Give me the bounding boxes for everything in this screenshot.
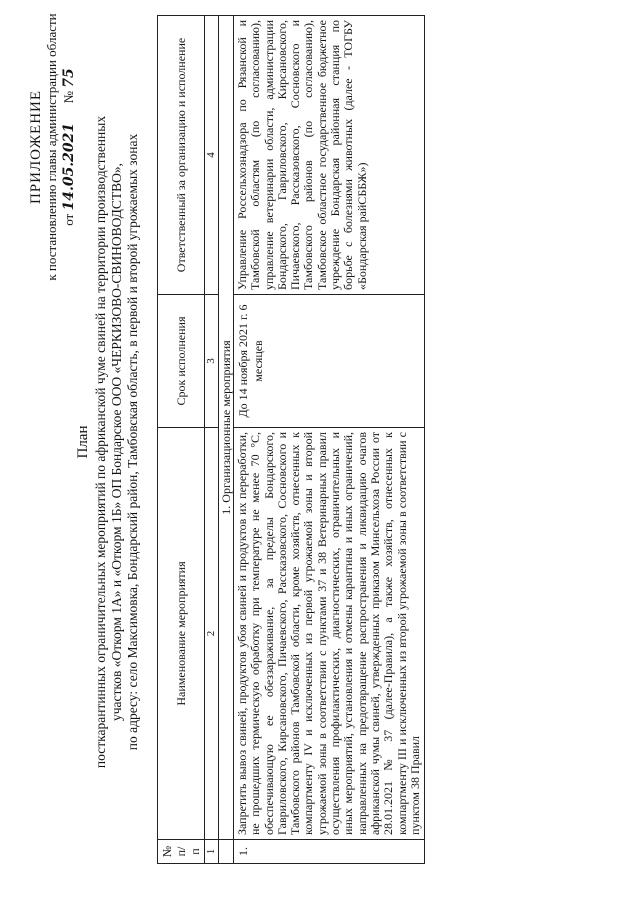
plan-subtitle-line-3: по адресу: село Максимовка, Бондарский район, Тамбовская область, в первой и второй угрожаемых зонах bbox=[125, 133, 140, 751]
section-title: 1. Организационные мероприятия bbox=[219, 16, 234, 840]
measure-name: Запретить вывоз свиней, продуктов убоя свиней и продуктов их переработки, не прошедших термическую обработку при температуре не менее 70 °С, обеспечивающую ее обеззараживание, за пределы Бондарского, Гавриловского, Кирсановского, Пичаевского, Рассказовского, Сосновского и Тамбовского районов Тамбовской области, кроме хозяйств, отнесенных к компартменту IV и исключенных из первой угрожаемой зоны и второй угрожаемой зоны в соответствии с пунктами 37 и 38 Ветеринарных правил осуществления профилактических, диагностических, ограничительных и иных мероприятий, установления и отмены карантина и иных ограничений, направленных на предотвращение распространения и ликвидацию очагов африканской чумы свиней, утвержденных приказом Минсельхоза России от 28.01.2021 № 37 (далее-Правила), а также хозяйств, отнесенных к компартменту III и исключенных из второй угрожаемой зоны в соответствии с пунктом 38 Правил bbox=[234, 428, 425, 840]
section-row bbox=[219, 16, 234, 864]
document-page bbox=[20, 12, 620, 892]
header-no: № п/п bbox=[158, 840, 205, 864]
column-number: 2 bbox=[205, 428, 219, 840]
measure-term: До 14 ноября 2021 г. 6 месяцев bbox=[234, 295, 425, 428]
measures-table bbox=[157, 15, 425, 864]
appendix-line: к постановлению главы администрации области bbox=[44, 13, 59, 281]
column-number: 1 bbox=[205, 840, 219, 864]
row-number: 1. bbox=[234, 840, 425, 864]
table-header-row bbox=[158, 16, 205, 864]
header-responsible: Ответственный за организацию и исполнение bbox=[158, 16, 205, 295]
column-number-row bbox=[205, 16, 219, 864]
plan-title: План bbox=[75, 425, 91, 459]
column-number: 4 bbox=[205, 16, 219, 295]
plan-subtitle-line-1: посткарантинных ограничительных мероприятий по африканской чуме свиней на территории производственных bbox=[93, 115, 108, 769]
header-term: Срок исполнения bbox=[158, 295, 205, 428]
header-name: Наименование мероприятия bbox=[158, 428, 205, 840]
column-number: 3 bbox=[205, 295, 219, 428]
number-prefix: № bbox=[61, 90, 76, 104]
date-prefix: от bbox=[61, 213, 76, 226]
plan-heading bbox=[75, 12, 141, 872]
table-row bbox=[234, 16, 425, 864]
appendix-title: ПРИЛОЖЕНИЕ bbox=[28, 89, 44, 205]
plan-subtitle-line-2: участков «Откорм 1А» и «Откорм 1Б» ОП Бондарское ООО «ЧЕРКИЗОВО-СВИНОВОДСТВО», bbox=[109, 162, 124, 722]
handwritten-date: 14.05.2021 bbox=[61, 122, 77, 211]
appendix-block bbox=[28, 12, 77, 282]
handwritten-number: 75 bbox=[61, 68, 77, 88]
measure-responsible: Управление Россельхознадзора по Рязанской и Тамбовской областям (по согласованию), управление ветеринарии области, администрации Бондарского, Гавриловского, Кирсановского, Пичаевского, Рассказовского, Сосновского и Тамбовского районов (по согласованию), Тамбовское областное государственное бюджетное учреждение Бондарская районная станция по борьбе с болезнями животных (далее - ТОГБУ «Бондарская райСББЖ») bbox=[234, 16, 425, 295]
